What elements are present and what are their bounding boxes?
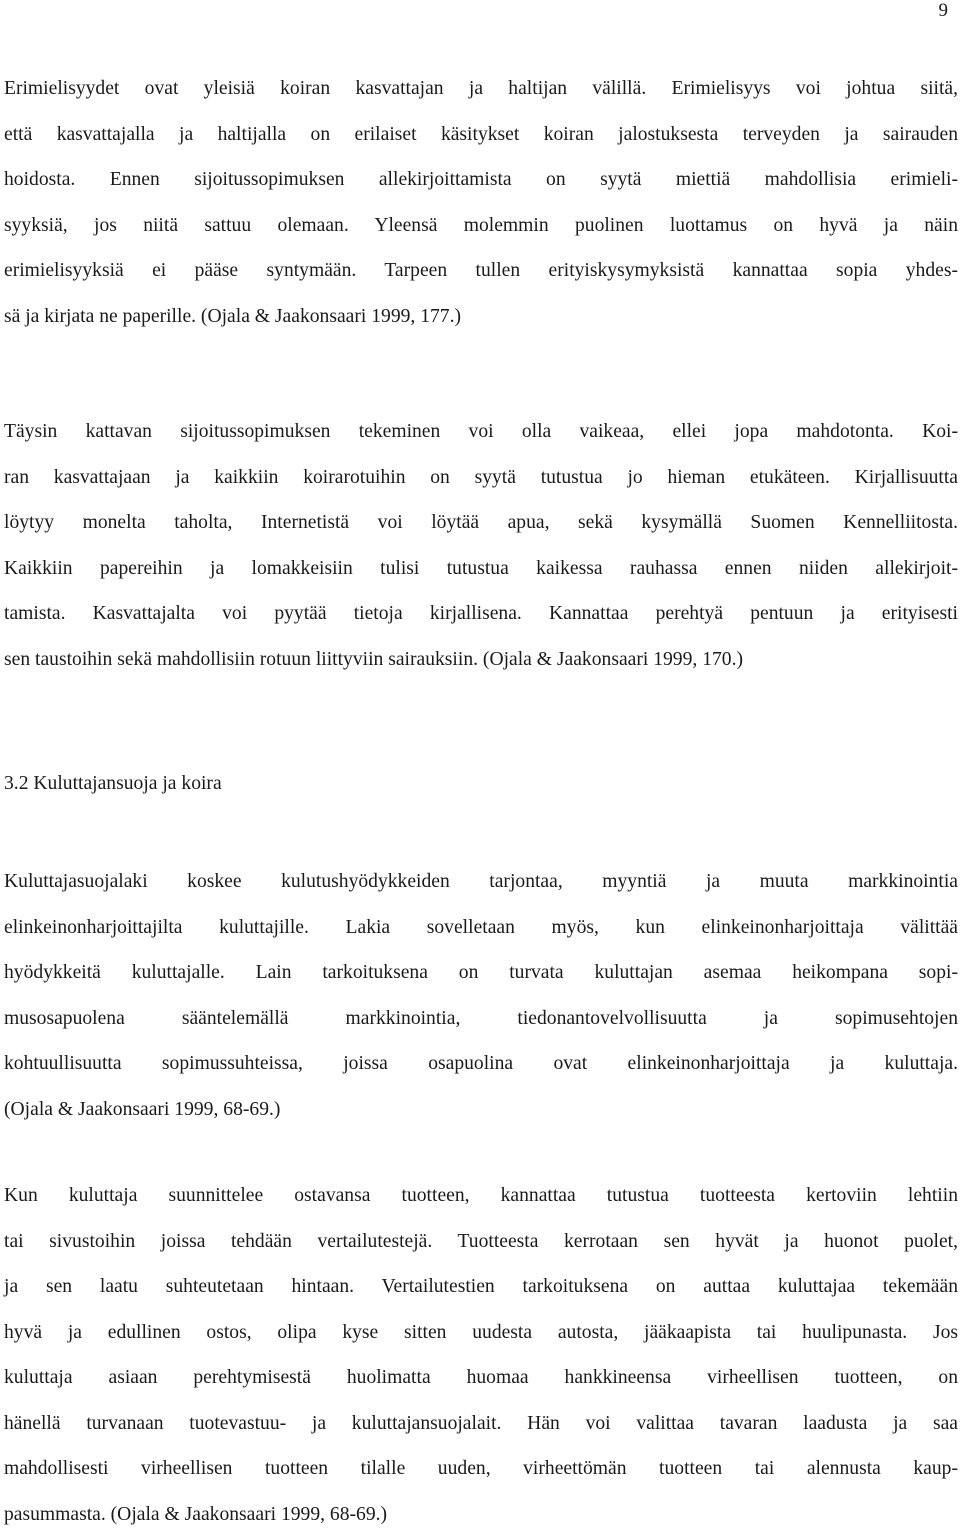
- paragraph-line: syyksiä, jos niitä sattuu olemaan. Yleensä molemmin puolinen luottamus on hyvä ja näin: [4, 203, 958, 249]
- paragraph-line: tai sivustoihin joissa tehdään vertailutestejä. Tuotteesta kerrotaan sen hyvät ja huonot puolet,: [4, 1219, 958, 1265]
- paragraph-line: (Ojala & Jaakonsaari 1999, 68-69.): [4, 1087, 958, 1133]
- paragraph-line: musosapuolena sääntelemällä markkinointia, tiedonantovelvollisuutta ja sopimusehtojen: [4, 996, 958, 1042]
- paragraph-line: Erimielisyydet ovat yleisiä koiran kasvattajan ja haltijan välillä. Erimielisyys voi johtua siitä,: [4, 66, 958, 112]
- paragraph-line: Kaikkiin papereihin ja lomakkeisiin tulisi tutustua kaikessa rauhassa ennen niiden allekirjoit-: [4, 546, 958, 592]
- paragraph-line: pasummasta. (Ojala & Jaakonsaari 1999, 68-69.): [4, 1492, 958, 1537]
- paragraph-consumer-protection-law: [4, 859, 958, 1132]
- paragraph-line: elinkeinonharjoittajilta kuluttajille. Lakia sovelletaan myös, kun elinkeinonharjoittaja välittää: [4, 905, 958, 951]
- paragraph-line: kohtuullisuutta sopimussuhteissa, joissa osapuolina ovat elinkeinonharjoittaja ja kuluttaja.: [4, 1041, 958, 1087]
- paragraph-line: sä ja kirjata ne paperille. (Ojala & Jaakonsaari 1999, 177.): [4, 294, 958, 340]
- paragraph-line: hänellä turvanaan tuotevastuu- ja kuluttajansuojalait. Hän voi valittaa tavaran laadusta ja saa: [4, 1401, 958, 1447]
- paragraph-line: erimielisyyksiä ei pääse syntymään. Tarpeen tullen erityiskysymyksistä kannattaa sopia yhdes-: [4, 248, 958, 294]
- paragraph-line: Kuluttajasuojalaki koskee kulutushyödykkeiden tarjontaa, myyntiä ja muuta markkinointia: [4, 859, 958, 905]
- paragraph-line: hyvä ja edullinen ostos, olipa kyse sitten uudesta autosta, jääkaapista tai huulipunasta. Jos: [4, 1310, 958, 1356]
- page-number: 9: [939, 0, 949, 22]
- paragraph-line: kuluttaja asiaan perehtymisestä huolimatta huomaa hankkineensa virheellisen tuotteen, on: [4, 1355, 958, 1401]
- paragraph-comparison-tests: [4, 1173, 958, 1537]
- paragraph-line: sen taustoihin sekä mahdollisiin rotuun liittyviin sairauksiin. (Ojala & Jaakonsaari 1999, 170.): [4, 637, 958, 683]
- paragraph-placement-contract: [4, 409, 958, 682]
- paragraph-line: ja sen laatu suhteutetaan hintaan. Vertailutestien tarkoituksena on auttaa kuluttajaa tekemään: [4, 1264, 958, 1310]
- paragraph-line: hyödykkeitä kuluttajalle. Lain tarkoituksena on turvata kuluttajan asemaa heikompana sopi-: [4, 950, 958, 996]
- paragraph-line: Kun kuluttaja suunnittelee ostavansa tuotteen, kannattaa tutustua tuotteesta kertoviin lehtiin: [4, 1173, 958, 1219]
- paragraph-line: mahdollisesti virheellisen tuotteen tilalle uuden, virheettömän tuotteen tai alennusta kaup-: [4, 1446, 958, 1492]
- paragraph-line: hoidosta. Ennen sijoitussopimuksen allekirjoittamista on syytä miettiä mahdollisia erimieli-: [4, 157, 958, 203]
- paragraph-disagreements: [4, 66, 958, 339]
- section-heading: 3.2 Kuluttajansuoja ja koira: [4, 761, 222, 807]
- paragraph-line: löytyy monelta taholta, Internetistä voi löytää apua, sekä kysymällä Suomen Kennelliitosta.: [4, 500, 958, 546]
- paragraph-line: että kasvattajalla ja haltijalla on erilaiset käsitykset koiran jalostuksesta terveyden ja sairauden: [4, 112, 958, 158]
- paragraph-line: tamista. Kasvattajalta voi pyytää tietoja kirjallisena. Kannattaa perehtyä pentuun ja erityisesti: [4, 591, 958, 637]
- paragraph-line: ran kasvattajaan ja kaikkiin koirarotuihin on syytä tutustua jo hieman etukäteen. Kirjallisuutta: [4, 455, 958, 501]
- paragraph-line: Täysin kattavan sijoitussopimuksen tekeminen voi olla vaikeaa, ellei jopa mahdotonta. Koi-: [4, 409, 958, 455]
